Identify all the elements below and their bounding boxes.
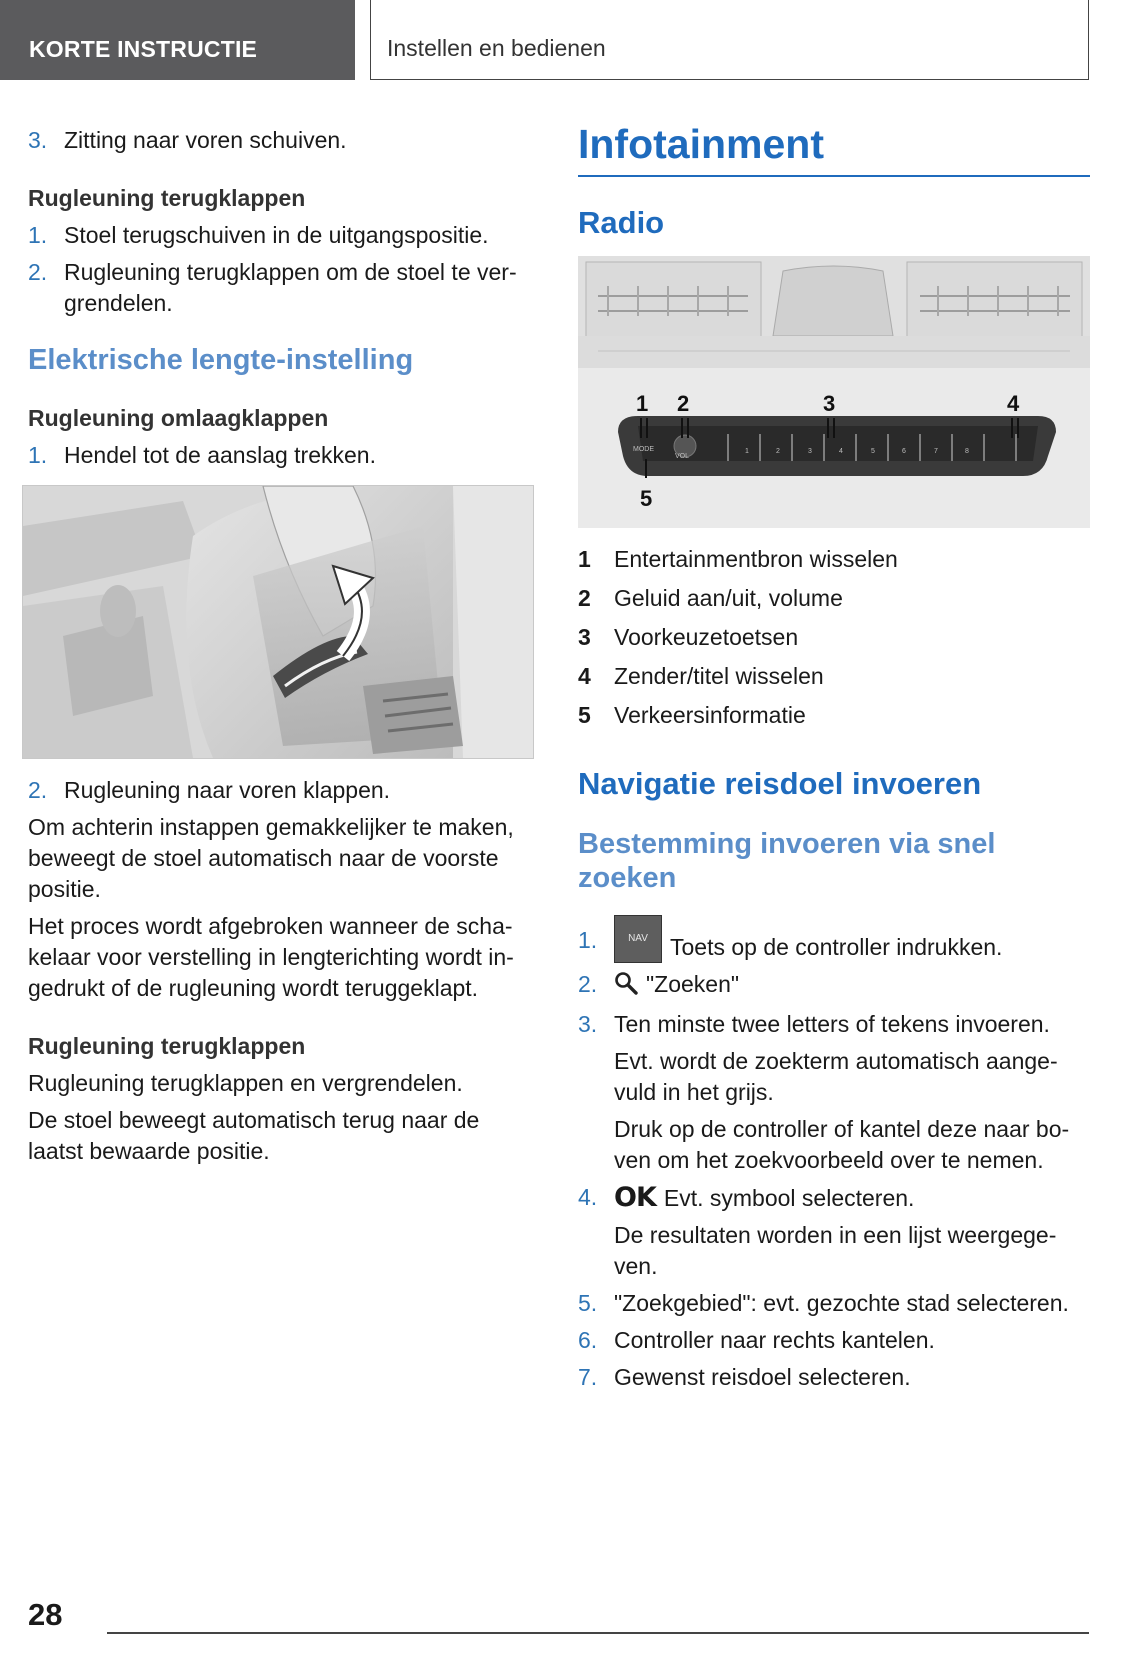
section-heading: Navigatie reisdoel invoeren [578, 765, 982, 801]
page-number: 28 [28, 1597, 63, 1632]
legend-number: 3 [578, 623, 591, 650]
callout-4: 4 [1007, 390, 1020, 416]
paragraph: Rugleuning terugklappen en vergrendelen. [28, 1070, 463, 1096]
subheading: Rugleuning terugklappen [28, 185, 306, 211]
legend [578, 540, 1090, 735]
chapter-heading: Infotainment [578, 121, 824, 167]
legend-text: Zender/titel wisselen [614, 662, 824, 689]
preset-key: 4 [839, 447, 843, 455]
legend-item [578, 579, 1090, 618]
list-item [28, 775, 538, 806]
callout-3: 3 [823, 390, 836, 416]
legend-text: Verkeersinformatie [614, 701, 806, 728]
list-text: Toets op de controller indrukken. [670, 933, 1003, 960]
list-text: Zitting naar voren schuiven. [64, 127, 347, 153]
list-item [28, 257, 524, 319]
nav-button-label: NAV [628, 932, 648, 944]
callout-5: 5 [640, 485, 653, 511]
legend-number: 2 [578, 584, 591, 611]
radio-drawing [578, 256, 1090, 528]
list-number: 1. [28, 222, 48, 248]
legend-text: Geluid aan/uit, volume [614, 584, 843, 611]
list-item [578, 1182, 1090, 1214]
heading-rule [578, 175, 1090, 177]
step-note: De resultaten worden in een lijst weergege-ven. [614, 1221, 1057, 1279]
list-item [28, 220, 538, 251]
radio-illustration [578, 256, 1090, 528]
list-text: Evt. symbool selecteren. [663, 1184, 915, 1211]
section-tab [0, 0, 355, 80]
list-number: 7. [578, 1363, 598, 1390]
callout-1: 1 [636, 390, 649, 416]
list-number: 3. [28, 127, 48, 153]
mode-label: MODE [633, 445, 654, 453]
vol-label: VOL [675, 452, 690, 460]
list-item [28, 440, 538, 471]
list-text: Ten minste twee letters of tekens invoeren. [614, 1010, 1050, 1037]
preset-key: 6 [902, 447, 906, 455]
seat-illustration [22, 485, 534, 759]
section-heading: Radio [578, 204, 665, 240]
list-item [578, 1009, 1090, 1040]
preset-key: 2 [776, 447, 780, 455]
legend-item [578, 657, 1090, 696]
list-number: 5. [578, 1289, 598, 1316]
list-number: 1. [578, 926, 598, 953]
preset-key: 7 [934, 447, 938, 455]
legend-number: 4 [578, 662, 591, 689]
list-text: Hendel tot de aanslag trekken. [64, 442, 376, 468]
list-text: Rugleuning terugklappen om de stoel te ver-grendelen. [64, 259, 517, 316]
left-column [28, 125, 538, 1167]
legend-text: Voorkeuzetoetsen [614, 623, 799, 650]
legend-item [578, 696, 1090, 735]
list-item [578, 969, 1090, 1003]
nav-button-icon [614, 915, 662, 963]
preset-key: 3 [808, 447, 812, 455]
list-item [578, 1325, 1090, 1356]
preset-key: 5 [871, 447, 875, 455]
right-column [578, 121, 1090, 1393]
paragraph: Om achterin instappen gemakkelijker te maken, beweegt de stoel automatisch naar de voorste positie. [28, 814, 514, 902]
step-note: Evt. wordt de zoekterm automatisch aange-vuld in het grijs. [614, 1047, 1058, 1105]
callout-2: 2 [677, 390, 690, 416]
chapter-tab [370, 0, 1089, 80]
search-icon [614, 971, 638, 1003]
list-text: "Zoekgebied": evt. gezochte stad selecteren. [614, 1289, 1069, 1316]
list-text: Stoel terugschuiven in de uitgangspositie. [64, 222, 489, 248]
list-text: Rugleuning naar voren klappen. [64, 777, 391, 803]
list-item [28, 125, 538, 156]
preset-key: 1 [745, 447, 749, 455]
legend-number: 5 [578, 701, 591, 728]
list-number: 4. [578, 1183, 598, 1210]
preset-key: 8 [965, 447, 969, 455]
legend-item [578, 540, 1090, 579]
subsection-heading: Bestemming invoeren via snel zoeken [578, 827, 996, 894]
legend-number: 1 [578, 545, 591, 572]
paragraph: De stoel beweegt automatisch terug naar de laatst bewaarde positie. [28, 1107, 480, 1164]
list-number: 2. [28, 259, 48, 285]
step-note: Druk op de controller of kantel deze naar bo-ven om het zoekvoorbeeld over te nemen. [614, 1115, 1070, 1173]
legend-text: Entertainmentbron wisselen [614, 545, 898, 572]
list-number: 1. [28, 442, 48, 468]
subheading: Rugleuning terugklappen [28, 1033, 306, 1059]
list-item [578, 1288, 1090, 1319]
list-text: Controller naar rechts kantelen. [614, 1326, 935, 1353]
section-title: KORTE INSTRUCTIE [29, 36, 258, 62]
section-heading: Elektrische lengte-instelling [28, 344, 414, 376]
list-number: 6. [578, 1326, 598, 1353]
list-text: "Zoeken" [646, 970, 740, 997]
list-number: 2. [578, 970, 598, 997]
ok-symbol: OK [614, 1181, 656, 1213]
list-number: 3. [578, 1010, 598, 1037]
list-text: Gewenst reisdoel selecteren. [614, 1363, 911, 1390]
paragraph: Het proces wordt afgebroken wanneer de scha-kelaar voor verstelling in lengterichting wordt in-gedrukt of de rugleuning wordt teruggeklapt. [28, 913, 514, 1001]
seat-drawing [23, 486, 533, 758]
subheading: Rugleuning omlaagklappen [28, 405, 329, 431]
list-number: 2. [28, 777, 48, 803]
list-item [578, 915, 1090, 963]
legend-item [578, 618, 1090, 657]
footer-rule [107, 1632, 1089, 1634]
list-item [578, 1362, 1090, 1393]
chapter-title: Instellen en bedienen [387, 35, 606, 61]
